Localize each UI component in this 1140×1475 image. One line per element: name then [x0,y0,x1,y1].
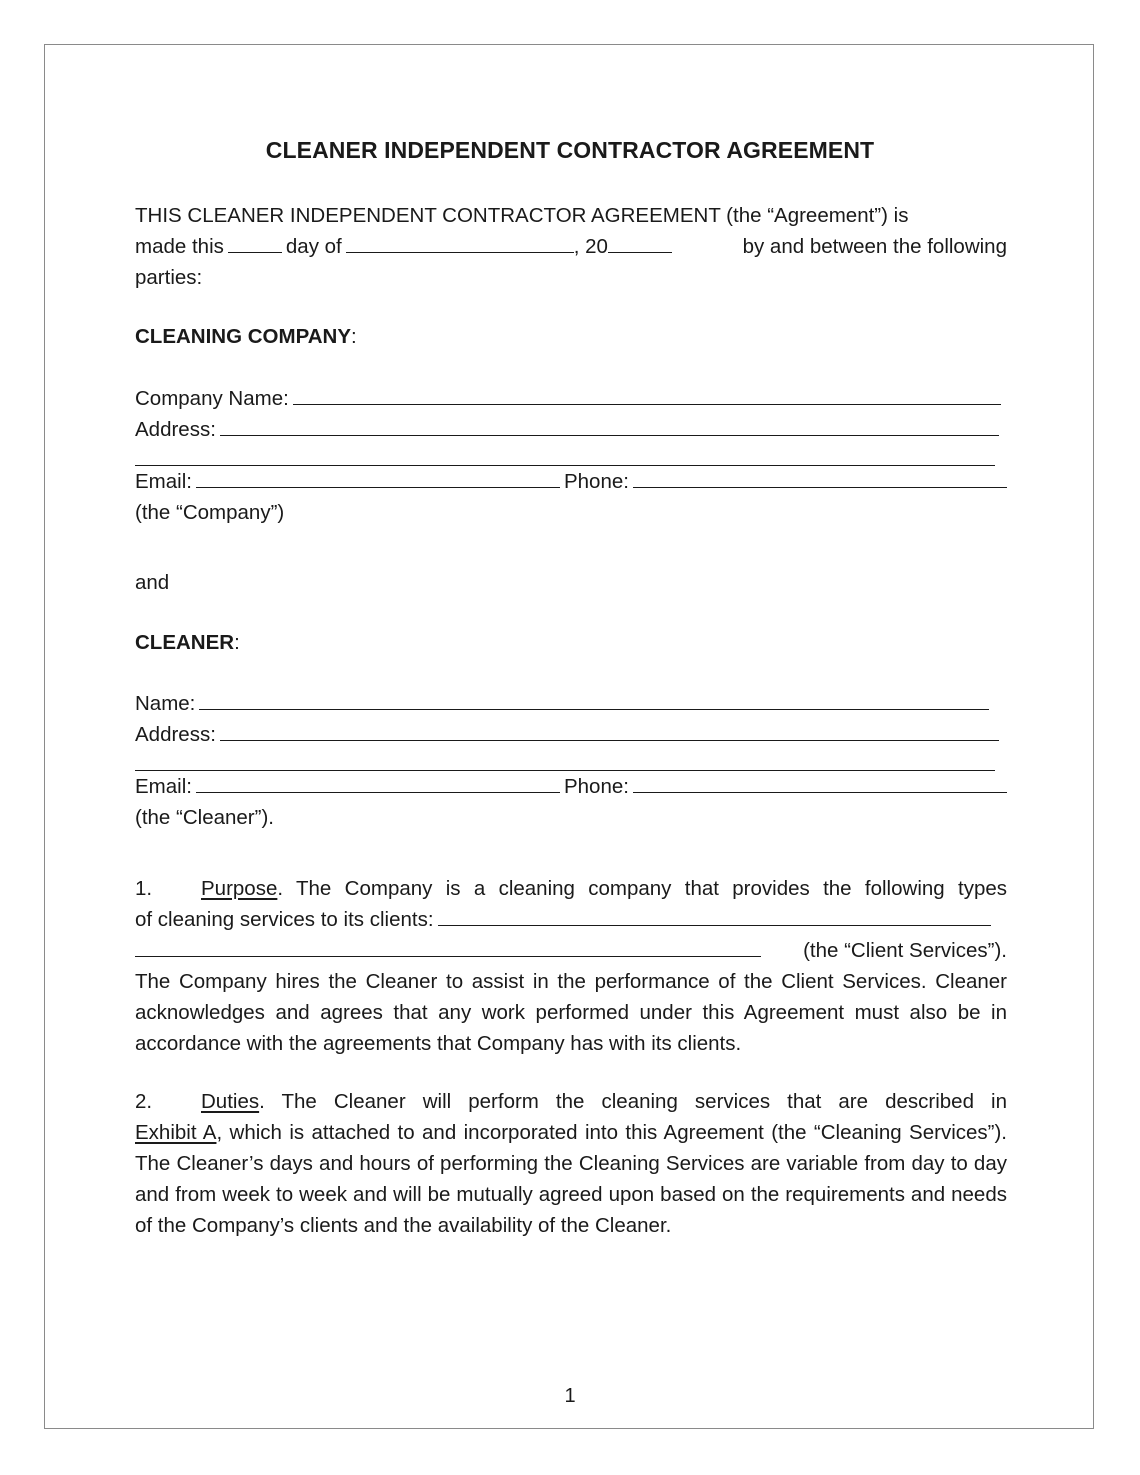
cleaner-heading-line [135,627,1007,658]
section-1-line-1 [135,873,1007,904]
company-address-field-2[interactable] [135,445,995,466]
company-heading-colon: : [351,325,357,348]
company-address-label: Address: [135,418,216,441]
section-1 [135,873,1007,1059]
page-number: 1 [564,1385,576,1407]
company-name-row [135,383,1007,414]
cleaner-heading-block [135,627,1007,658]
cleaner-phone-field[interactable] [633,772,1007,793]
cleaner-email-field[interactable] [196,772,560,793]
company-name-label: Company Name: [135,387,289,410]
company-section [135,321,1007,352]
cleaner-contact-row [135,771,1007,802]
company-phone-field[interactable] [633,467,1007,488]
cleaner-fields [135,688,1007,833]
company-name-field[interactable] [293,384,1001,405]
section-2-body-wrapper [135,1117,1007,1241]
day-of-text: day of [285,235,342,258]
section-2-number: 2. [135,1090,153,1113]
section-2-heading: Duties [201,1090,260,1113]
company-email-label: Email: [135,470,192,493]
company-address-row [135,414,1007,445]
section-1-body: The Company hires the Cleaner to assist in the performance of the Client Services. Cleaner acknowledges and agrees that any work performed under this Agreement must also be in accordance with the agreements that Company has with its clients. [135,970,1007,1055]
cleaner-name-row [135,688,1007,719]
client-services-designation: (the “Client Services”). [803,939,1007,962]
company-designation: (the “Company”) [135,501,285,524]
section-1-heading: Purpose [201,877,278,900]
company-email-field[interactable] [196,467,560,488]
section-2-body: , which is attached to and incorporated into this Agreement (the “Cleaning Services”). The Cleaner’s days and hours of performing the Cleaning Services are variable from day to day and from week to week and will be mutually agreed upon based on the requirements and needs of the Company’s clients and the availability of the Cleaner. [135,1121,1007,1237]
and-line: and [135,571,170,594]
company-heading: CLEANING COMPANY [135,325,352,348]
section-1-line-3 [135,935,1007,966]
exhibit-a-reference: Exhibit A [135,1121,217,1144]
day-field[interactable] [228,232,282,253]
company-contact-row [135,466,1007,497]
cleaner-heading: CLEANER [135,631,235,654]
month-field[interactable] [346,232,574,253]
cleaner-address-row-2 [135,750,1007,771]
year-prefix-text: , 20 [573,235,608,258]
client-services-field-2[interactable] [135,936,761,957]
document-title: CLEANER INDEPENDENT CONTRACTOR AGREEMENT [265,137,875,163]
made-this-text: made this [135,235,224,258]
section-2-line-1 [135,1086,1007,1117]
intro-line-1: THIS CLEANER INDEPENDENT CONTRACTOR AGREEMENT (the “Agreement”) is [135,204,909,227]
cleaner-name-label: Name: [135,692,196,715]
cleaner-email-label: Email: [135,775,192,798]
company-heading-line [135,321,1007,352]
section-1-line-1-text: . The Company is a cleaning company that provides the following types [277,877,1007,900]
cleaner-name-field[interactable] [199,689,989,710]
section-1-line-2 [135,904,1007,935]
section-1-line-2-text: of cleaning services to its clients: [135,908,434,931]
cleaner-phone-label: Phone: [563,775,629,798]
company-fields [135,383,1007,528]
intro-paragraph [135,200,1007,293]
year-field[interactable] [608,232,672,253]
company-address-row-2 [135,445,1007,466]
section-2 [135,1086,1007,1241]
cleaner-address-field[interactable] [220,720,999,741]
cleaner-address-row [135,719,1007,750]
section-2-line-1-text: . The Cleaner will perform the cleaning services that are described in [259,1090,1007,1113]
document-page [44,44,1094,1429]
client-services-field[interactable] [438,905,991,926]
by-and-between-text: by and between the following [742,235,1007,258]
section-1-number: 1. [135,877,153,900]
intro-line-2 [135,231,1007,262]
cleaner-designation: (the “Cleaner”). [135,806,274,829]
cleaner-heading-colon: : [234,631,240,654]
intro-line-3: parties: [135,266,203,289]
company-address-field[interactable] [220,415,999,436]
cleaner-address-label: Address: [135,723,216,746]
cleaner-address-field-2[interactable] [135,750,995,771]
company-phone-label: Phone: [563,470,629,493]
